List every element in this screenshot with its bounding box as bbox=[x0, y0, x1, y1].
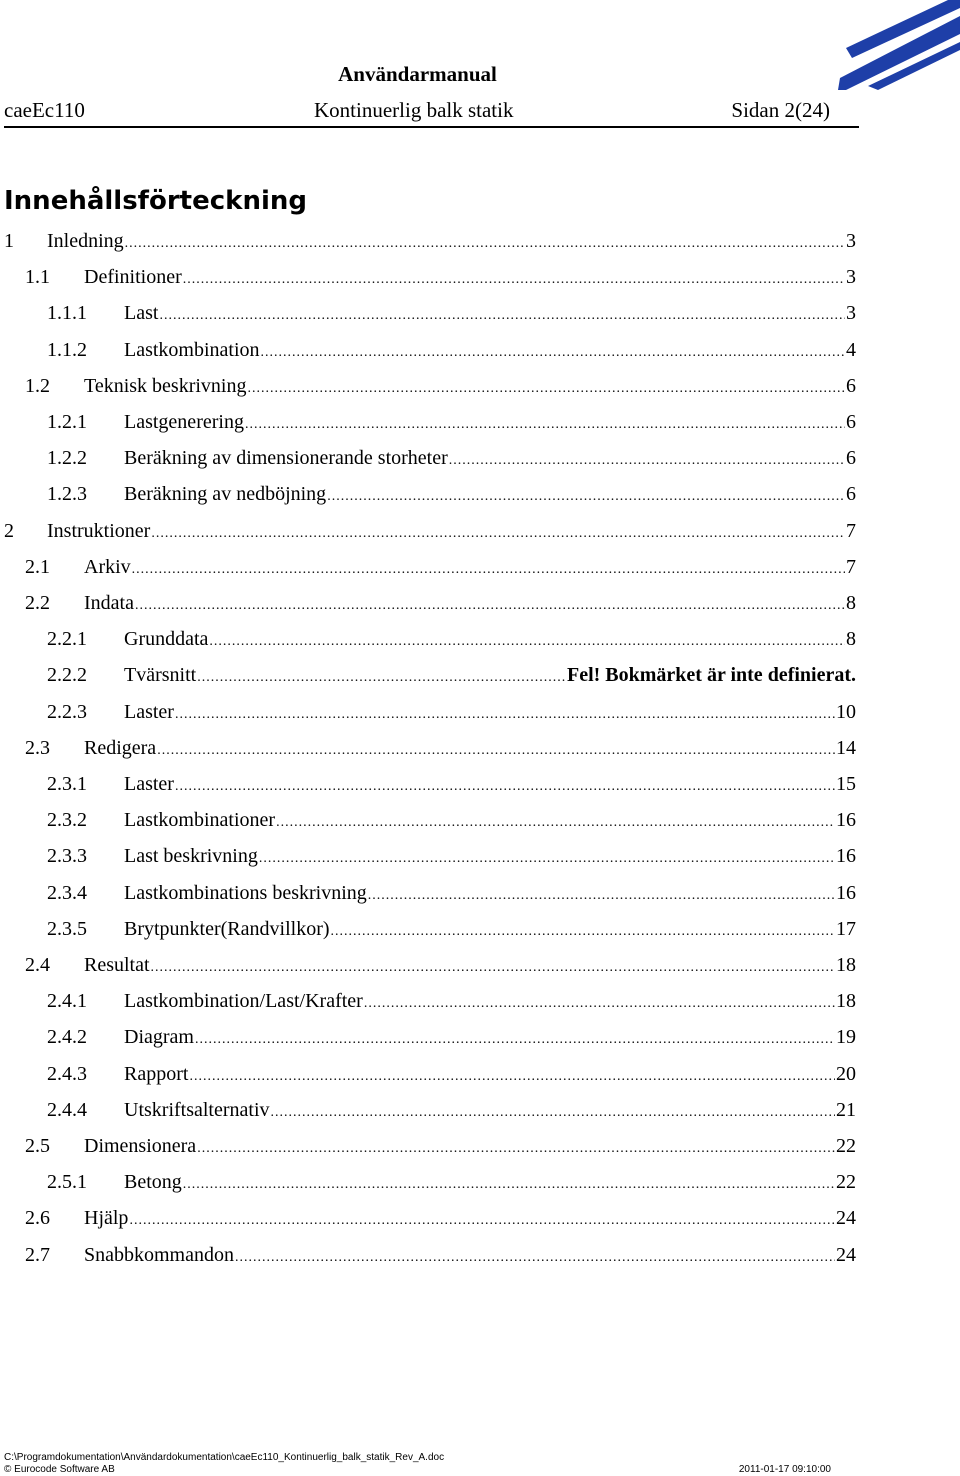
toc-entry-title: Diagram bbox=[124, 1026, 194, 1049]
toc-leader-dots bbox=[327, 482, 845, 512]
toc-leader-dots bbox=[197, 663, 566, 693]
toc-entry-title: Betong bbox=[124, 1171, 182, 1194]
toc-entry-number: 1.2 bbox=[25, 374, 50, 397]
toc-entry-title: Instruktioner bbox=[47, 519, 151, 542]
toc-leader-dots bbox=[189, 1062, 835, 1092]
toc-entry-number: 2.2 bbox=[25, 592, 50, 614]
toc-entry-page: 21 bbox=[836, 1098, 856, 1121]
toc-leader-dots bbox=[259, 844, 835, 874]
toc-entry-number: 2.4.1 bbox=[47, 990, 87, 1013]
toc-entry-page: 16 bbox=[836, 881, 856, 904]
toc-leader-dots bbox=[331, 917, 835, 947]
toc-entry-number: 2.3.1 bbox=[47, 773, 87, 795]
toc-leader-dots bbox=[183, 265, 845, 295]
toc-entry-page: 7 bbox=[846, 519, 856, 542]
toc-leader-dots bbox=[368, 881, 835, 911]
toc-entry-title: Arkiv bbox=[84, 555, 131, 578]
toc-entry-page: 3 bbox=[846, 266, 856, 289]
product-name: caeEc110 bbox=[4, 98, 85, 122]
toc-leader-dots bbox=[449, 446, 845, 476]
toc-entry-title: Definitioner bbox=[84, 266, 182, 289]
toc-entry-page: 3 bbox=[846, 302, 856, 325]
toc-entry-number: 2.3.4 bbox=[47, 881, 87, 904]
toc-entry-title: Indata bbox=[84, 592, 134, 614]
toc-entry-page: 19 bbox=[836, 1026, 856, 1049]
toc-leader-dots bbox=[159, 301, 845, 331]
toc-entry-page: Fel! Bokmärket är inte definierat. bbox=[566, 664, 856, 687]
toc-leader-dots bbox=[245, 410, 845, 440]
toc-entry[interactable] bbox=[4, 226, 856, 256]
toc-entry-title: Lastkombinations beskrivning bbox=[124, 881, 367, 904]
toc-leader-dots bbox=[151, 519, 845, 549]
toc-leader-dots bbox=[197, 1134, 835, 1164]
toc-entry[interactable] bbox=[25, 1240, 856, 1270]
toc-entry[interactable] bbox=[47, 697, 856, 727]
toc-entry-page: 6 bbox=[846, 411, 856, 433]
toc-entry-title: Inledning bbox=[47, 230, 124, 252]
document-title: Användarmanual bbox=[338, 62, 497, 86]
toc-entry[interactable] bbox=[25, 733, 856, 763]
toc-entry-number: 2.1 bbox=[25, 555, 50, 578]
toc-entry-title: Laster bbox=[124, 773, 174, 795]
toc-entry-title: Lastkombination bbox=[124, 338, 260, 361]
file-path: C:\Programdokumentation\Användardokumentation\caeEc110_Kontinuerlig_balk_statik_Rev_A.doc bbox=[4, 1452, 445, 1463]
toc-entry-number: 2.3.3 bbox=[47, 845, 87, 868]
toc-entry[interactable] bbox=[47, 407, 856, 437]
toc-entry-number: 2.3.2 bbox=[47, 809, 87, 832]
toc-entry-title: Beräkning av nedböjning bbox=[124, 483, 327, 506]
toc-entry[interactable] bbox=[47, 841, 856, 871]
toc-leader-dots bbox=[175, 700, 835, 730]
toc-entry-page: 22 bbox=[836, 1171, 856, 1194]
toc-entry-title: Lastkombination/Last/Krafter bbox=[124, 990, 363, 1013]
toc-entry-number: 2.5.1 bbox=[47, 1171, 87, 1194]
toc-entry-title: Grunddata bbox=[124, 628, 209, 651]
copyright: © Eurocode Software AB bbox=[4, 1464, 115, 1475]
toc-entry-number: 1.1 bbox=[25, 266, 50, 289]
toc-entry-number: 1.2.3 bbox=[47, 483, 87, 506]
toc-entry-page: 4 bbox=[846, 338, 856, 361]
toc-leader-dots bbox=[247, 374, 845, 404]
toc-entry-page: 6 bbox=[846, 483, 856, 506]
toc-entry-number: 2.5 bbox=[25, 1135, 50, 1157]
toc-entry-page: 6 bbox=[846, 447, 856, 470]
toc-entry-title: Last bbox=[124, 302, 159, 325]
toc-entry-page: 16 bbox=[836, 845, 856, 868]
toc-entry[interactable] bbox=[47, 914, 856, 944]
toc-entry-page: 24 bbox=[836, 1243, 856, 1266]
toc-entry[interactable] bbox=[47, 769, 856, 799]
toc-entry[interactable] bbox=[25, 262, 856, 292]
toc-entry-page: 22 bbox=[836, 1135, 856, 1157]
toc-entry-title: Rapport bbox=[124, 1062, 189, 1085]
toc-leader-dots bbox=[209, 627, 845, 657]
toc-entry-number: 2.3.5 bbox=[47, 917, 87, 940]
toc-entry-page: 3 bbox=[846, 230, 856, 252]
toc-entry[interactable] bbox=[25, 1131, 856, 1161]
toc-entry[interactable] bbox=[47, 443, 856, 473]
toc-leader-dots bbox=[125, 229, 845, 259]
toc-entry-number: 2.6 bbox=[25, 1207, 50, 1230]
page-header bbox=[4, 98, 859, 128]
toc-leader-dots bbox=[157, 736, 835, 766]
toc-leader-dots bbox=[195, 1025, 835, 1055]
toc-entry-title: Last beskrivning bbox=[124, 845, 258, 868]
toc-entry-title: Tvärsnitt bbox=[124, 664, 197, 687]
toc-entry-title: Beräkning av dimensionerande storheter bbox=[124, 447, 448, 470]
toc-entry-page: 17 bbox=[836, 917, 856, 940]
toc-entry-number: 1.1.1 bbox=[47, 302, 87, 325]
toc-entry-number: 1 bbox=[4, 230, 14, 252]
toc-entry[interactable] bbox=[25, 950, 856, 980]
toc-entry-title: Redigera bbox=[84, 736, 157, 759]
toc-entry-title: Resultat bbox=[84, 954, 150, 976]
timestamp: 2011-01-17 09:10:00 bbox=[738, 1464, 831, 1475]
toc-entry[interactable] bbox=[47, 660, 856, 690]
toc-entry-page: 16 bbox=[836, 809, 856, 832]
toc-entry[interactable] bbox=[47, 298, 856, 328]
toc-entry-number: 1.2.2 bbox=[47, 447, 87, 470]
toc-entry-number: 2.4.2 bbox=[47, 1026, 87, 1049]
toc-leader-dots bbox=[132, 555, 845, 585]
toc-entry-page: 6 bbox=[846, 374, 856, 397]
toc-entry-page: 14 bbox=[836, 736, 856, 759]
toc-entry[interactable] bbox=[47, 986, 856, 1016]
toc-entry-page: 8 bbox=[846, 592, 856, 614]
toc-entry-title: Dimensionera bbox=[84, 1135, 197, 1157]
toc-leader-dots bbox=[175, 772, 835, 802]
toc-entry-page: 7 bbox=[846, 555, 856, 578]
toc-entry-number: 1.1.2 bbox=[47, 338, 87, 361]
toc-entry-number: 2.4.4 bbox=[47, 1098, 87, 1121]
toc-entry[interactable] bbox=[47, 335, 856, 365]
document-subject: Kontinuerlig balk statik bbox=[314, 98, 514, 122]
toc-entry[interactable] bbox=[47, 1167, 856, 1197]
toc-entry[interactable] bbox=[25, 1203, 856, 1233]
toc-entry-title: Utskriftsalternativ bbox=[124, 1098, 270, 1121]
toc-entry[interactable] bbox=[4, 516, 856, 546]
toc-entry-page: 10 bbox=[836, 700, 856, 723]
toc-entry-number: 2.7 bbox=[25, 1243, 50, 1266]
toc-leader-dots bbox=[183, 1170, 835, 1200]
toc-entry-title: Teknisk beskrivning bbox=[84, 374, 247, 397]
toc-entry-number: 2.3 bbox=[25, 736, 50, 759]
toc-entry-number: 2.4 bbox=[25, 954, 50, 976]
toc-entry-title: Brytpunkter(Randvillkor) bbox=[124, 917, 330, 940]
toc-leader-dots bbox=[129, 1206, 835, 1236]
toc-leader-dots bbox=[135, 591, 845, 621]
toc-leader-dots bbox=[235, 1243, 835, 1273]
toc-entry[interactable] bbox=[47, 1022, 856, 1052]
page-number: Sidan 2(24) bbox=[731, 98, 830, 122]
toc-entry[interactable] bbox=[47, 878, 856, 908]
toc-entry-page: 18 bbox=[836, 990, 856, 1013]
eurocode-logo bbox=[838, 0, 960, 90]
toc-entry[interactable] bbox=[25, 371, 856, 401]
toc-entry-title: Hjälp bbox=[84, 1207, 129, 1230]
toc-entry[interactable] bbox=[47, 624, 856, 654]
toc-entry-title: Lastgenerering bbox=[124, 411, 244, 433]
toc-entry-number: 1.2.1 bbox=[47, 411, 87, 433]
toc-heading: Innehållsförteckning bbox=[4, 186, 307, 216]
toc-entry-title: Lastkombinationer bbox=[124, 809, 276, 832]
toc-entry[interactable] bbox=[25, 588, 856, 618]
toc-entry-title: Laster bbox=[124, 700, 174, 723]
toc-entry-number: 2.2.3 bbox=[47, 700, 87, 723]
toc-entry[interactable] bbox=[47, 1059, 856, 1089]
toc-entry-page: 15 bbox=[836, 773, 856, 795]
toc-entry-page: 8 bbox=[846, 628, 856, 651]
toc-entry-number: 2.2.1 bbox=[47, 628, 87, 651]
toc-entry-number: 2.2.2 bbox=[47, 664, 87, 687]
toc-entry-number: 2.4.3 bbox=[47, 1062, 87, 1085]
toc-entry-number: 2 bbox=[4, 519, 14, 542]
toc-entry-page: 18 bbox=[836, 954, 856, 976]
toc-entry-page: 20 bbox=[836, 1062, 856, 1085]
toc-leader-dots bbox=[364, 989, 835, 1019]
toc-leader-dots bbox=[151, 953, 835, 983]
toc-entry-page: 24 bbox=[836, 1207, 856, 1230]
toc-entry-title: Snabbkommandon bbox=[84, 1243, 234, 1266]
toc-entry[interactable] bbox=[47, 1095, 856, 1125]
toc-leader-dots bbox=[276, 808, 835, 838]
toc-entry[interactable] bbox=[25, 552, 856, 582]
page-footer bbox=[4, 1452, 831, 1476]
toc-leader-dots bbox=[261, 338, 845, 368]
toc-leader-dots bbox=[271, 1098, 835, 1128]
toc-entry[interactable] bbox=[47, 479, 856, 509]
toc-entry[interactable] bbox=[47, 805, 856, 835]
